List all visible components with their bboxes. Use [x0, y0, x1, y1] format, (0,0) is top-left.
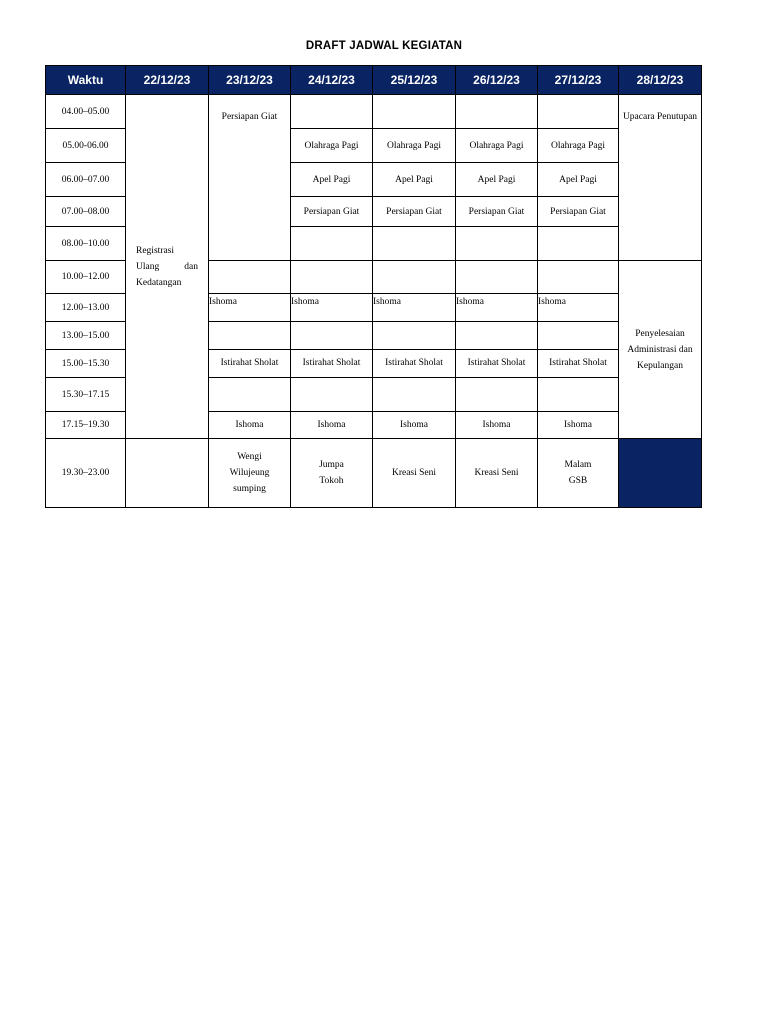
empty-cell [209, 261, 291, 294]
empty-cell [373, 261, 456, 294]
table-row [46, 439, 702, 508]
ishoma-cell: Ishoma [538, 412, 619, 439]
ishoma-cell: Ishoma [373, 294, 456, 322]
time-cell: 15.30–17.15 [46, 378, 126, 412]
time-cell: 07.00–08.00 [46, 197, 126, 227]
night-activity-cell: Jumpa Tokoh [291, 439, 373, 508]
time-cell: 13.00–15.00 [46, 322, 126, 350]
ishoma-cell: Ishoma [209, 412, 291, 439]
istirahat-cell: Istirahat Sholat [456, 350, 538, 378]
upacara-cell: Upacara Penutupan [619, 95, 702, 261]
registrasi-cell: Registrasi Ulang dan Kedatangan [126, 95, 209, 439]
header-date: 27/12/23 [538, 66, 619, 95]
apel-cell: Apel Pagi [291, 163, 373, 197]
empty-cell [291, 378, 373, 412]
persiapan-giat-cell: Persiapan Giat [209, 95, 291, 261]
header-date: 23/12/23 [209, 66, 291, 95]
time-cell: 08.00–10.00 [46, 227, 126, 261]
night-activity-cell: Kreasi Seni [456, 439, 538, 508]
night-activity-cell: Malam GSB [538, 439, 619, 508]
olahraga-cell: Olahraga Pagi [373, 129, 456, 163]
ishoma-cell: Ishoma [209, 294, 291, 322]
empty-cell [291, 95, 373, 129]
empty-cell [373, 95, 456, 129]
ishoma-cell: Ishoma [456, 412, 538, 439]
istirahat-cell: Istirahat Sholat [291, 350, 373, 378]
empty-cell [373, 227, 456, 261]
istirahat-cell: Istirahat Sholat [373, 350, 456, 378]
empty-cell [373, 378, 456, 412]
empty-cell [291, 261, 373, 294]
time-cell: 10.00–12.00 [46, 261, 126, 294]
olahraga-cell: Olahraga Pagi [538, 129, 619, 163]
empty-cell [538, 378, 619, 412]
header-waktu: Waktu [46, 66, 126, 95]
document-title: DRAFT JADWAL KEGIATAN [305, 40, 463, 52]
header-date: 25/12/23 [373, 66, 456, 95]
istirahat-cell: Istirahat Sholat [209, 350, 291, 378]
olahraga-cell: Olahraga Pagi [456, 129, 538, 163]
empty-cell [456, 261, 538, 294]
persiapan-cell: Persiapan Giat [456, 197, 538, 227]
time-cell: 17.15–19.30 [46, 412, 126, 439]
shaded-cell [619, 439, 702, 508]
header-date: 24/12/23 [291, 66, 373, 95]
time-cell: 04.00–05.00 [46, 95, 126, 129]
empty-cell [291, 227, 373, 261]
apel-cell: Apel Pagi [456, 163, 538, 197]
empty-cell [456, 378, 538, 412]
time-cell: 05.00-06.00 [46, 129, 126, 163]
empty-cell [538, 261, 619, 294]
persiapan-cell: Persiapan Giat [373, 197, 456, 227]
empty-cell [538, 322, 619, 350]
header-date: 28/12/23 [619, 66, 702, 95]
empty-cell [538, 227, 619, 261]
empty-cell [538, 95, 619, 129]
ishoma-cell: Ishoma [291, 412, 373, 439]
apel-cell: Apel Pagi [373, 163, 456, 197]
empty-cell [291, 322, 373, 350]
empty-cell [209, 378, 291, 412]
header-date: 26/12/23 [456, 66, 538, 95]
time-cell: 12.00–13.00 [46, 294, 126, 322]
header-row [46, 66, 702, 95]
persiapan-cell: Persiapan Giat [291, 197, 373, 227]
empty-cell [209, 322, 291, 350]
apel-cell: Apel Pagi [538, 163, 619, 197]
ishoma-cell: Ishoma [456, 294, 538, 322]
time-cell: 15.00–15.30 [46, 350, 126, 378]
empty-cell [373, 322, 456, 350]
empty-cell [456, 322, 538, 350]
empty-cell [456, 95, 538, 129]
empty-cell [126, 439, 209, 508]
ishoma-cell: Ishoma [373, 412, 456, 439]
time-cell: 19.30–23.00 [46, 439, 126, 508]
night-activity-cell: Wengi Wilujeung sumping [209, 439, 291, 508]
schedule-table [45, 65, 702, 508]
time-cell: 06.00–07.00 [46, 163, 126, 197]
header-date: 22/12/23 [126, 66, 209, 95]
table-row [46, 95, 702, 129]
night-activity-cell: Kreasi Seni [373, 439, 456, 508]
ishoma-cell: Ishoma [538, 294, 619, 322]
penyelesaian-cell: Penyelesaian Administrasi dan Kepulangan [619, 261, 702, 439]
empty-cell [456, 227, 538, 261]
istirahat-cell: Istirahat Sholat [538, 350, 619, 378]
olahraga-cell: Olahraga Pagi [291, 129, 373, 163]
persiapan-cell: Persiapan Giat [538, 197, 619, 227]
ishoma-cell: Ishoma [291, 294, 373, 322]
